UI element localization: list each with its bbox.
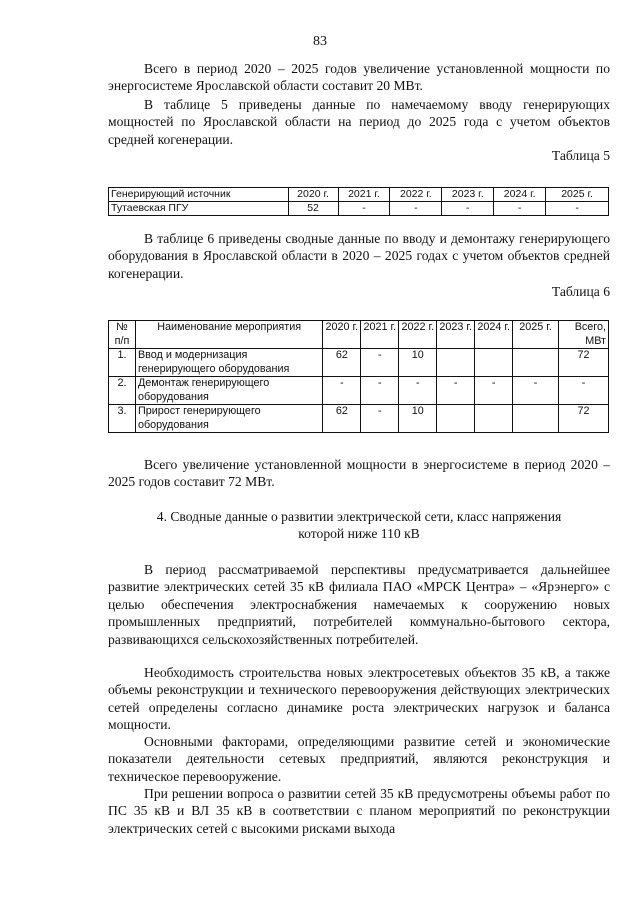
table6-cell: 2.	[109, 377, 136, 405]
table5-cell: -	[442, 202, 494, 216]
table6-header-cell: 2023 г.	[437, 321, 475, 349]
paragraph-total-72mw: Всего увеличение установленной мощности в энергосистеме в период 2020 – 2025 годов составит 72 МВт.	[108, 457, 610, 490]
table6-cell: 62	[323, 349, 361, 377]
table-row	[109, 405, 609, 433]
table6-caption: Таблица 6	[551, 284, 610, 299]
table6-cell: 3.	[109, 405, 136, 433]
table6-cell	[475, 405, 513, 433]
table5-caption: Таблица 5	[551, 148, 610, 163]
table5-cell: -	[494, 202, 546, 216]
paragraph-35kv-works: При решении вопроса о развитии сетей 35 кВ предусмотрены объемы работ по ПС 35 кВ и ВЛ 35 кВ в соответствии с планом мероприятий по реконструкции электрических сетей с высокими рисками выхода	[108, 786, 610, 836]
table-6	[108, 320, 609, 433]
table6-header-cell: 2024 г.	[475, 321, 513, 349]
table6-header-cell: 2022 г.	[399, 321, 437, 349]
table6-cell	[475, 349, 513, 377]
table6-cell: -	[559, 377, 609, 405]
table6-header-row	[109, 321, 609, 349]
table5-cell: -	[390, 202, 442, 216]
table6-cell: -	[361, 377, 399, 405]
table6-cell: -	[513, 377, 559, 405]
paragraph-table6-intro: В таблице 6 приведены сводные данные по вводу и демонтажу генерирующего оборудования в Ярославской области в 2020 – 2025 годах с учетом объектов средней когенерации.	[108, 231, 610, 281]
table6-header-cell: Наименование мероприятия	[135, 321, 322, 349]
table5-cell: Тутаевская ПГУ	[109, 202, 289, 216]
table6-cell: Демонтаж генерирующего оборудования	[135, 377, 322, 405]
paragraph-main-factors: Основными факторами, определяющими развитие сетей и экономические показатели деятельности сетевых предприятий, являются реконструкция и техническое перевооружение.	[108, 734, 610, 784]
table6-cell: Ввод и модернизация генерирующего оборудования	[135, 349, 322, 377]
table6-cell: -	[323, 377, 361, 405]
table6-cell: -	[437, 377, 475, 405]
table6-header-cell: 2021 г.	[361, 321, 399, 349]
table6-cell: -	[361, 405, 399, 433]
table-5	[108, 187, 609, 216]
table-row	[109, 202, 609, 216]
table6-cell: Прирост генерирующего оборудования	[135, 405, 322, 433]
table5-cell: 52	[288, 202, 338, 216]
table-row	[109, 349, 609, 377]
table5-header-cell: 2020 г.	[288, 188, 338, 202]
page-number: 83	[313, 34, 327, 49]
table6-cell: -	[399, 377, 437, 405]
table6-cell: 72	[559, 349, 609, 377]
table6-header-cell: № п/п	[109, 321, 136, 349]
table6-cell: -	[361, 349, 399, 377]
table6-cell	[513, 349, 559, 377]
table-row	[109, 377, 609, 405]
table6-header-cell: Всего, МВт	[559, 321, 609, 349]
table5-header-cell: 2025 г.	[546, 188, 609, 202]
table5-header-cell: Генерирующий источник	[109, 188, 289, 202]
paragraph-table5-intro: В таблице 5 приведены данные по намечаемому вводу генерирующих мощностей по Ярославской области на период до 2025 года с учетом объектов средней когенерации.	[108, 97, 610, 147]
table6-header-cell: 2025 г.	[513, 321, 559, 349]
table6-cell: 10	[399, 405, 437, 433]
paragraph-total-2020-2025: Всего в период 2020 – 2025 годов увеличение установленной мощности по энергосистеме Ярославской области составит 20 МВт.	[108, 61, 610, 94]
table5-cell: -	[546, 202, 609, 216]
paragraph-new-objects: Необходимость строительства новых электросетевых объектов 35 кВ, а также объемы реконструкции и технического перевооружения действующих электрических сетей определены согласно динамике роста электрических нагрузок и баланса мощности.	[108, 665, 610, 733]
table6-cell: 1.	[109, 349, 136, 377]
table5-header-cell: 2024 г.	[494, 188, 546, 202]
section-heading: 4. Сводные данные о развитии электрической сети, класс напряжения которой ниже 110 кВ	[156, 509, 562, 542]
table6-cell	[437, 349, 475, 377]
table5-header-cell: 2022 г.	[390, 188, 442, 202]
table6-cell: 62	[323, 405, 361, 433]
table5-header-cell: 2023 г.	[442, 188, 494, 202]
table6-cell: -	[475, 377, 513, 405]
table6-cell	[513, 405, 559, 433]
table5-header-cell: 2021 г.	[338, 188, 390, 202]
table5-cell: -	[338, 202, 390, 216]
table5-header-row	[109, 188, 609, 202]
table6-cell	[437, 405, 475, 433]
paragraph-network-development: В период рассматриваемой перспективы предусматривается дальнейшее развитие электрических сетей 35 кВ филиала ПАО «МРСК Центра» – «Ярэнерго» с целью обеспечения электроснабжения намечаемых к сооружению новых промышленных предприятий, потребителей коммунально-бытового сектора, развивающихся сельскохозяйственных потребителей.	[108, 562, 610, 647]
table6-cell: 10	[399, 349, 437, 377]
table6-header-cell: 2020 г.	[323, 321, 361, 349]
table6-cell: 72	[559, 405, 609, 433]
